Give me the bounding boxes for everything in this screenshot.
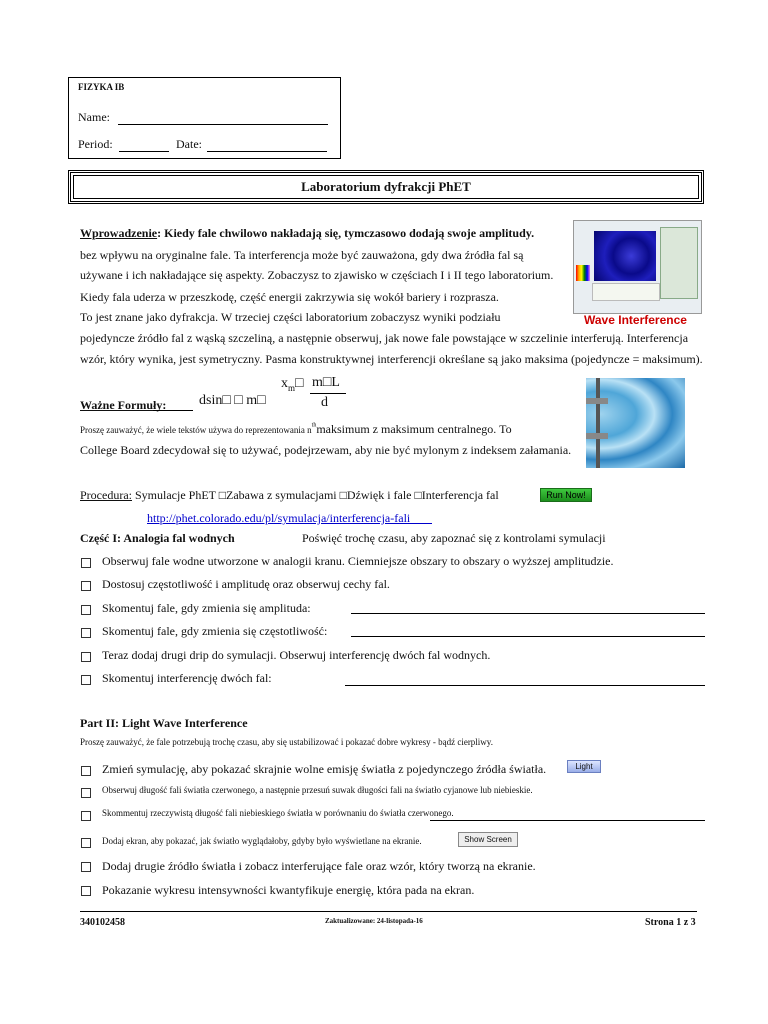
double-slit-image bbox=[586, 378, 685, 468]
page-title: Laboratorium dyfrakcji PhET bbox=[301, 179, 471, 194]
part1-answer-line-3[interactable] bbox=[351, 613, 705, 614]
phet-link[interactable]: http://phet.colorado.edu/pl/symulacja/interferencja-fali bbox=[147, 511, 411, 525]
intro-heading: Wprowadzenie bbox=[80, 226, 158, 240]
procedure-text: Symulacje PhET □Zabawa z symulacjami □Dźwięk i fale □Interferencja fal bbox=[131, 488, 499, 502]
slit-barrier bbox=[596, 378, 600, 468]
footer-page: Strona 1 z 3 bbox=[645, 917, 696, 928]
wave-interference-image bbox=[573, 220, 702, 314]
part1-checkbox-4[interactable] bbox=[81, 628, 91, 638]
course-label: FIZYKA IB bbox=[78, 82, 125, 92]
footer-code: 340102458 bbox=[80, 917, 125, 928]
wave-sim-field bbox=[594, 231, 656, 281]
part2-checkbox-1[interactable] bbox=[81, 766, 91, 776]
part2-checkbox-4[interactable] bbox=[81, 838, 91, 848]
part1-answer-line-4[interactable] bbox=[351, 636, 705, 637]
formulas-label: Ważne Formuły: bbox=[80, 398, 167, 412]
formula-note-line-2: College Board zdecydował się to używać, podejrzewam, aby nie być mylonym z indeksem załamania. bbox=[80, 443, 572, 457]
wave-interference-caption: Wave Interference bbox=[584, 313, 687, 327]
part1-checkbox-1[interactable] bbox=[81, 558, 91, 568]
intro-line-1: bez wpływu na oryginalne fale. Ta interferencja może być zauważona, gdy dwa źródła fal są bbox=[80, 248, 524, 262]
part1-item-1: Obserwuj fale wodne utworzone w analogii kranu. Ciemniejsze obszary to obszary o wyższej amplitudzie. bbox=[102, 554, 614, 568]
part2-answer-line-3[interactable] bbox=[430, 820, 705, 821]
name-field[interactable] bbox=[118, 110, 328, 125]
wave-sim-graph bbox=[592, 283, 660, 301]
part1-title: Część I: Analogia fal wodnych bbox=[80, 531, 235, 545]
formula-note-small: Proszę zauważyć, że wiele tekstów używa do reprezentowania n bbox=[80, 425, 312, 435]
part2-checkbox-3[interactable] bbox=[81, 811, 91, 821]
formulas-label-underline bbox=[153, 396, 193, 411]
date-label: Date: bbox=[176, 137, 202, 151]
part2-checkbox-6[interactable] bbox=[81, 886, 91, 896]
wave-sim-panel bbox=[660, 227, 698, 299]
procedure-label: Procedura: bbox=[80, 488, 132, 502]
intro-line-5: pojedyncze źródło fal z wąską szczeliną, a następnie obserwuj, jak nowe fale powstające w szczelinie interferują. Interferencja bbox=[80, 331, 689, 345]
part2-checkbox-2[interactable] bbox=[81, 788, 91, 798]
procedure-line bbox=[80, 488, 499, 503]
intro-lead bbox=[80, 226, 570, 241]
slit-faucet-top bbox=[586, 398, 608, 404]
part2-checkbox-5[interactable] bbox=[81, 862, 91, 872]
part2-item-2: Obserwuj długość fali światła czerwonego, a następnie przesuń suwak długości fali na światło cyjanowe lub niebieskie. bbox=[102, 785, 533, 795]
period-field[interactable] bbox=[119, 137, 169, 152]
formula-diffraction: dsin□ □ m□ bbox=[199, 393, 266, 408]
part2-item-3: Skommentuj rzeczywistą długość fali niebieskiego światła w porównaniu do światła czerwonego. bbox=[102, 808, 454, 818]
part1-subtitle: Poświęć trochę czasu, aby zapoznać się z kontrolami symulacji bbox=[302, 531, 606, 545]
part1-checkbox-6[interactable] bbox=[81, 675, 91, 685]
name-label: Name: bbox=[78, 110, 110, 124]
part1-item-6: Skomentuj interferencję dwóch fal: bbox=[102, 671, 272, 685]
intro-lead-text: : Kiedy fale chwilowo nakładają się, tymczasowo dodają swoje amplitudy. bbox=[157, 226, 535, 240]
part1-item-5: Teraz dodaj drugi drip do symulacji. Obserwuj interferencję dwóch fal wodnych. bbox=[102, 648, 491, 662]
slit-faucet-bottom bbox=[586, 433, 608, 439]
formula-fraction-bar bbox=[310, 393, 346, 394]
run-now-button[interactable]: Run Now! bbox=[540, 488, 592, 502]
part1-answer-line-6[interactable] bbox=[345, 685, 705, 686]
formula-denominator: d bbox=[321, 395, 328, 410]
formula-sub: m bbox=[288, 382, 296, 393]
intro-line-2: używane i ich nakładające się aspekty. Zobaczysz to zjawisko w częściach I i II tego laboratorium. bbox=[80, 268, 554, 282]
part2-item-4: Dodaj ekran, aby pokazać, jak światło wyglądałoby, gdyby było wyświetlane na ekranie. bbox=[102, 836, 422, 846]
part2-title: Part II: Light Wave Interference bbox=[80, 716, 248, 730]
intro-line-6: wzór, który wynika, jest symetryczny. Pasma konstruktywnej interferencji określane są jako maksima (pojedyncze = maksimum). bbox=[80, 352, 703, 366]
formula-x: x bbox=[281, 376, 288, 391]
wave-sim-spectrum bbox=[576, 265, 590, 281]
show-screen-button[interactable]: Show Screen bbox=[458, 832, 518, 847]
part2-item-6: Pokazanie wykresu intensywności kwantyfikuje energię, która pada na ekran. bbox=[102, 883, 475, 897]
part1-checkbox-2[interactable] bbox=[81, 581, 91, 591]
formula-note-sup: th bbox=[311, 422, 317, 429]
part1-checkbox-3[interactable] bbox=[81, 605, 91, 615]
formula-box: □ bbox=[295, 376, 304, 391]
part2-item-5: Dodaj drugie źródło światła i zobacz interferujące fale oraz wzór, który tworzą na ekranie. bbox=[102, 859, 536, 873]
period-label: Period: bbox=[78, 137, 113, 151]
formula-position bbox=[281, 376, 303, 393]
date-field[interactable] bbox=[207, 137, 327, 152]
phet-link-underline-extension bbox=[405, 523, 432, 524]
part1-item-3: Skomentuj fale, gdy zmienia się amplituda: bbox=[102, 601, 311, 615]
formula-numerator: m□L bbox=[312, 375, 340, 390]
light-button[interactable]: Light bbox=[567, 760, 601, 773]
intro-line-4: To jest znane jako dyfrakcja. W trzeciej części laboratorium zobaczysz wyniki podziału bbox=[80, 310, 501, 324]
part1-checkbox-5[interactable] bbox=[81, 652, 91, 662]
part1-item-4: Skomentuj fale, gdy zmienia się częstotliwość: bbox=[102, 624, 328, 638]
part2-item-1: Zmień symulację, aby pokazać skrajnie wolne emisję światła z pojedynczego źródła światła. bbox=[102, 762, 547, 776]
part2-note: Proszę zauważyć, że fale potrzebują trochę czasu, aby się ustabilizować i pokazać dobre wykresy - bądź cierpliwy. bbox=[80, 737, 493, 747]
footer-updated: Zaktualizowane: 24-listopada-16 bbox=[325, 917, 423, 925]
part1-item-2: Dostosuj częstotliwość i amplitudę oraz obserwuj cechy fal. bbox=[102, 577, 390, 591]
intro-line-3: Kiedy fala uderza w przeszkodę, część energii zakrzywia się wokół bariery i rozprasza. bbox=[80, 290, 499, 304]
formula-note-rest: maksimum z maksimum centralnego. To bbox=[316, 422, 512, 436]
footer-rule bbox=[80, 911, 697, 912]
formula-note-line-1 bbox=[80, 420, 512, 438]
